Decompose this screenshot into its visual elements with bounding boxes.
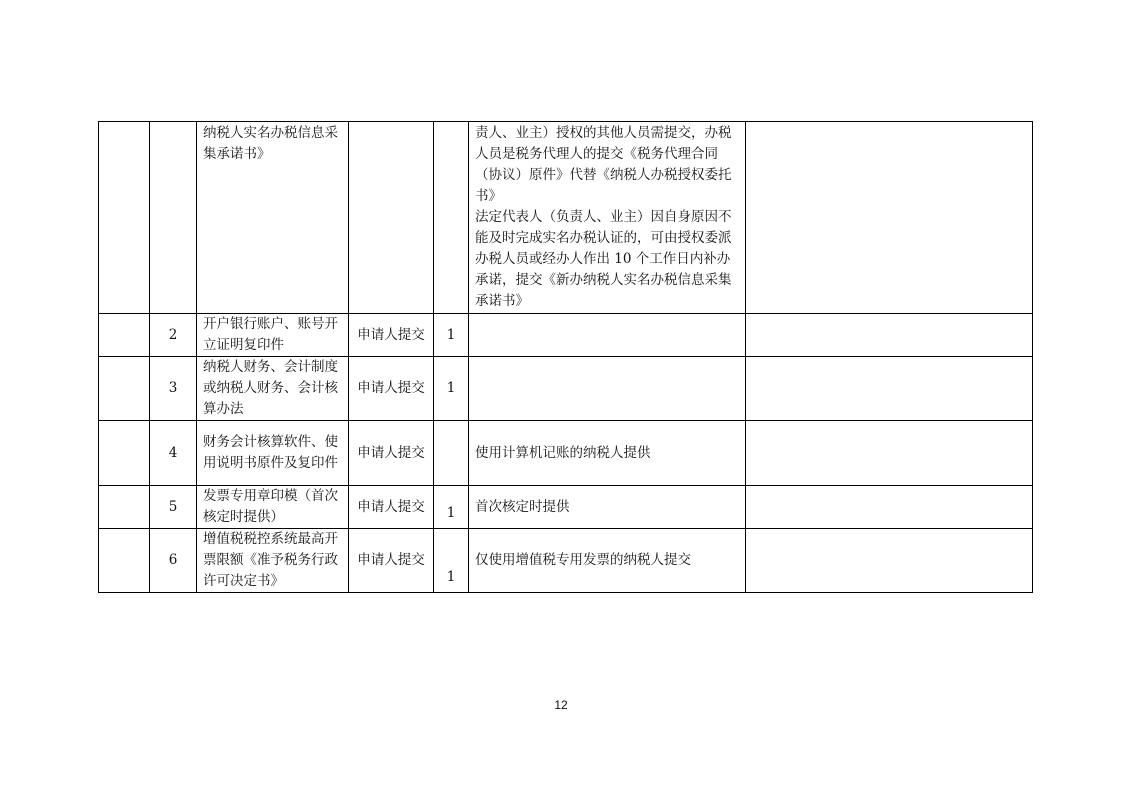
count-value: 1 [434, 486, 469, 529]
count-value: 1 [434, 357, 469, 421]
category-cell [99, 421, 150, 486]
count-value: 1 [434, 314, 469, 357]
page-number: 12 [554, 698, 568, 712]
table-row [99, 421, 1033, 486]
note-value: 仅使用增值税专用发票的纳税人提交 [469, 529, 746, 593]
row-number: 4 [150, 421, 197, 486]
material-name: 增值税税控系统最高开票限额《准予税务行政许可决定书》 [197, 529, 349, 593]
material-name-cell [197, 122, 349, 314]
remarks-cell [746, 122, 1033, 314]
source-value: 申请人提交 [349, 314, 434, 357]
count-value [434, 421, 469, 486]
remarks-cell [746, 529, 1033, 593]
material-name: 财务会计核算软件、使用说明书原件及复印件 [197, 421, 349, 486]
note-cell [469, 122, 746, 314]
remarks-cell [746, 486, 1033, 529]
source-value: 申请人提交 [349, 421, 434, 486]
row-number: 5 [150, 486, 197, 529]
category-cell [99, 486, 150, 529]
source-cell [349, 122, 434, 314]
note-value [469, 357, 746, 421]
category-cell [99, 314, 150, 357]
note-value: 首次核定时提供 [469, 486, 746, 529]
remarks-cell [746, 421, 1033, 486]
source-value: 申请人提交 [349, 357, 434, 421]
remarks-cell [746, 357, 1033, 421]
table-row [99, 486, 1033, 529]
count-cell [434, 122, 469, 314]
table-row [99, 314, 1033, 357]
note-line: 法定代表人（负责人、业主）因自身原因不能及时完成实名办税认证的，可由授权委派办税人员或经办人作出 10 个工作日内补办承诺，提交《新办纳税人实名办税信息采集承诺书》 [475, 209, 732, 309]
material-name: 纳税人财务、会计制度或纳税人财务、会计核算办法 [197, 357, 349, 421]
materials-table [98, 121, 1033, 593]
category-cell [99, 122, 150, 314]
row-number-cell [150, 122, 197, 314]
table-row-continuation [99, 122, 1033, 314]
table-row [99, 529, 1033, 593]
row-number: 3 [150, 357, 197, 421]
material-name: 开户银行账户、账号开立证明复印件 [197, 314, 349, 357]
remarks-cell [746, 314, 1033, 357]
category-cell [99, 529, 150, 593]
category-cell [99, 357, 150, 421]
note-value: 使用计算机记账的纳税人提供 [469, 421, 746, 486]
row-number: 2 [150, 314, 197, 357]
material-name: 纳税人实名办税信息采集承诺书》 [203, 125, 338, 162]
note-value [469, 314, 746, 357]
source-value: 申请人提交 [349, 486, 434, 529]
count-value: 1 [434, 529, 469, 593]
table-row [99, 357, 1033, 421]
material-name: 发票专用章印模（首次核定时提供） [197, 486, 349, 529]
note-line: 责人、业主）授权的其他人员需提交，办税人员是税务代理人的提交《税务代理合同（协议）原件》代替《纳税人办税授权委托书》 [475, 125, 732, 204]
row-number: 6 [150, 529, 197, 593]
source-value: 申请人提交 [349, 529, 434, 593]
